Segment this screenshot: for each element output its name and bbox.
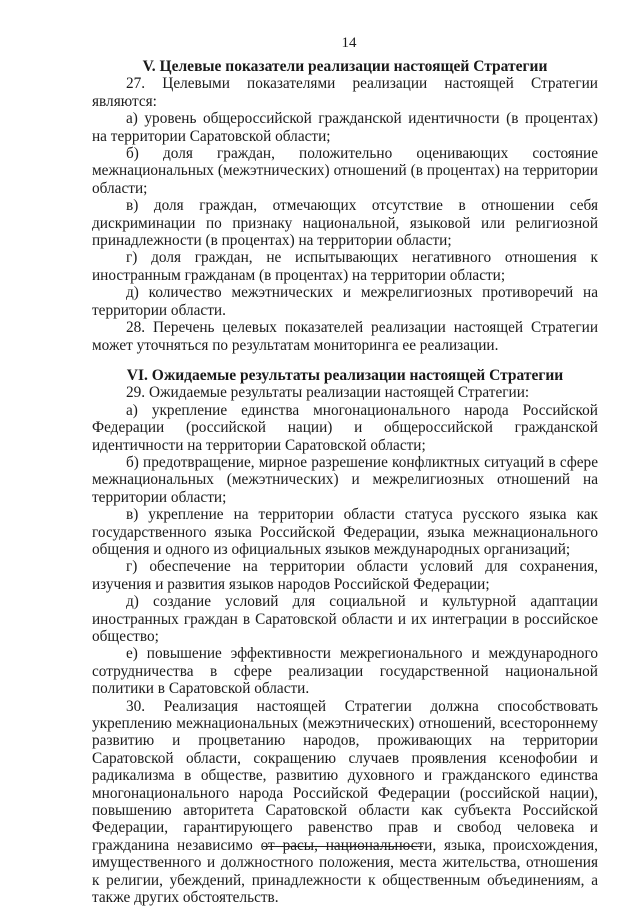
item-29-d: д) создание условий для социальной и культурной адаптации иностранных граждан в Саратовской области и их интеграции в российское общество; (92, 593, 598, 645)
item-27-v: в) доля граждан, отмечающих отсутствие в отношении себя дискриминации по признаку национальной, языковой или религиозной принадлежности (в процентах) на территории области; (92, 197, 598, 250)
paragraph-28: 28. Перечень целевых показателей реализации настоящей Стратегии может уточняться по результатам мониторинга ее реализации. (92, 319, 598, 354)
document-page (92, 34, 598, 907)
item-29-b: б) предотвращение, мирное разрешение конфликтных ситуаций в сфере межнациональных (межэтнических) и межрелигиозных отношений на территории области; (92, 453, 598, 506)
paragraph-29: 29. Ожидаемые результаты реализации настоящей Стратегии: (126, 384, 530, 402)
paragraph-30: 30. Реализация настоящей Стратегии должна способствовать укреплению межнациональных (межэтнических) отношений, всестороннему развитию и процветанию народов, проживающих на территории Саратовской области, сокращению случаев проявления ксенофобии и радикализма в обществе, развитию духовного и гражданского единства многонационального народа Российской Федерации (российской нации), повышению авторитета Саратовской области как субъекта Российской Федерации, гарантирующего равенство прав и свобод человека и гражданина независимо от расы, национальности, языка, происхождения, имущественного и должностного положения, места жительства, отношения к религии, убеждений, принадлежности к общественным объединениям, а также других обстоятельств. (92, 697, 598, 907)
end-separator-line (263, 846, 423, 847)
item-27-d: д) количество межэтнических и межрелигиозных противоречий на территории области. (92, 284, 598, 319)
section-5-heading: V. Целевые показатели реализации настоящей Стратегии (142, 58, 548, 75)
page-number: 14 (341, 35, 357, 51)
section-6-heading: VI. Ожидаемые результаты реализации настоящей Стратегии (126, 366, 564, 384)
item-29-v: в) укрепление на территории области статуса русского языка как государственного языка Российской Федерации, языка межнационального общения и одного из официальных языков международных организаций; (92, 506, 598, 558)
item-27-a: а) уровень общероссийской гражданской идентичности (в процентах) на территории Саратовской области; (92, 110, 598, 145)
item-27-g: г) доля граждан, не испытывающих негативного отношения к иностранным гражданам (в процентах) на территории области; (92, 249, 598, 284)
item-29-g: г) обеспечение на территории области условий для сохранения, изучения и развития языков народов Российской Федерации; (92, 558, 598, 593)
item-27-b: б) доля граждан, положительно оценивающих состояние межнациональных (межэтнических) отношений (в процентах) на территории области; (92, 145, 598, 197)
paragraph-27: 27. Целевыми показателями реализации настоящей Стратегии являются: (92, 75, 598, 110)
item-29-a: а) укрепление единства многонационального народа Российской Федерации (российской нации) и общероссийской гражданской идентичности на территории Саратовской области; (92, 401, 598, 454)
item-29-e: е) повышение эффективности межрегионального и международного сотрудничества в сфере реализации государственной национальной политики в Саратовской области. (92, 645, 598, 698)
